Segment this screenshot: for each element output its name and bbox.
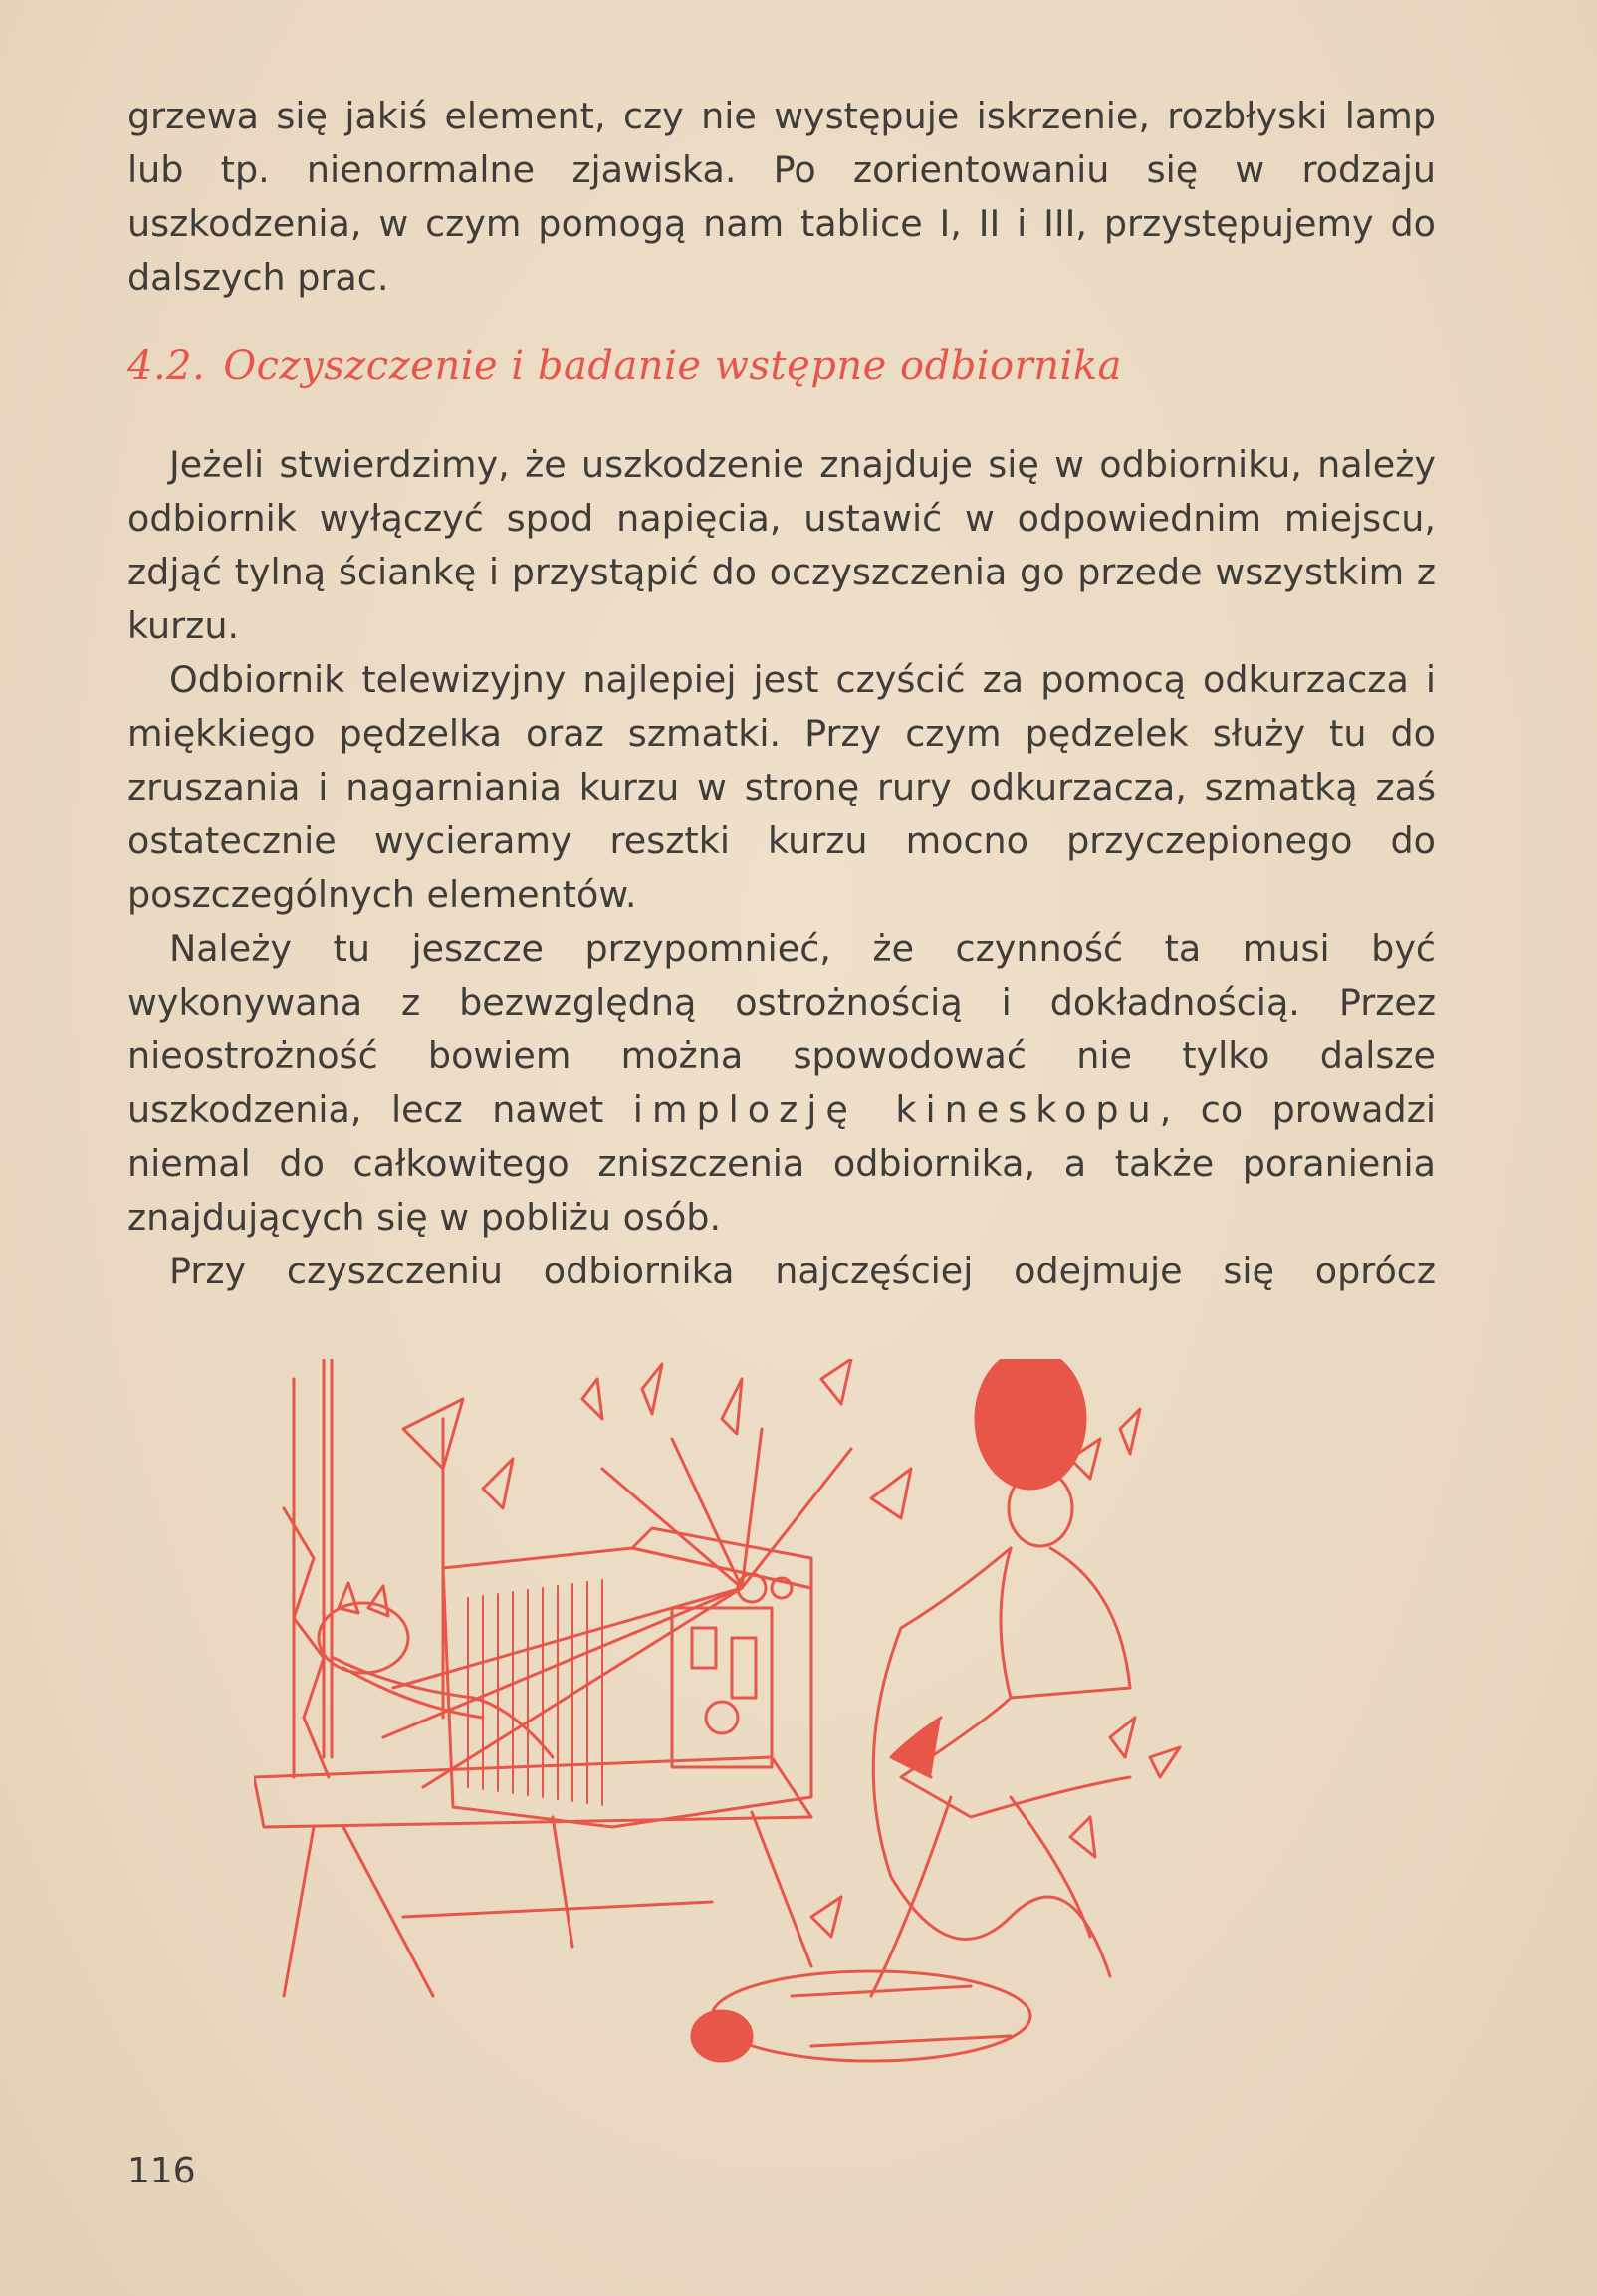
paragraph-3-end: , co prowadzi niemal do całkowitego zniszczenia odbiornika, a także poranienia znajdujących się w pobliżu osób. xyxy=(127,1088,1436,1239)
emphasized-phrase: implozję kineskopu xyxy=(632,1088,1160,1131)
paragraph-1: Jeżeli stwierdzimy, że uszkodzenie znajduje się w odbiorniku, należy odbiornik wyłączyć spod napięcia, ustawić w odpowiednim miejscu, zdjąć tylną ściankę i przystąpić do oczyszczenia go przede wszystkim z kurzu. xyxy=(127,443,1436,647)
continued-paragraph xyxy=(127,90,1436,305)
section-title: Oczyszczenie i badanie wstępne odbiornika xyxy=(223,344,1122,389)
section-heading xyxy=(127,344,1436,389)
body-text xyxy=(127,438,1436,1298)
paragraph-3-start: Należy tu jeszcze przypomnieć, że czynność ta musi być wykonywana z bezwzględną ostrożnością i dokładnością. Przez nieostrożność bowiem można spowodować nie tylko dalsze uszkodzenia, lecz nawet xyxy=(127,927,1436,1131)
paragraph-4: Przy czyszczeniu odbiornika najczęściej odejmuje się oprócz xyxy=(169,1250,1436,1292)
paragraph-2: Odbiornik telewizyjny najlepiej jest czyścić za pomocą odkurzacza i miękkiego pędzelka oraz szmatki. Przy czym pędzelek służy tu do zruszania i nagarniania kurzu w stronę rury odkurzacza, szmatką zaś ostatecznie wycieramy resztki kurzu mocno przyczepionego do poszczególnych elementów. xyxy=(127,658,1436,916)
paragraph-3 xyxy=(127,922,1436,1245)
paragraph-continued: grzewa się jakiś element, czy nie występuje iskrzenie, rozbłyski lamp lub tp. nienormalne zjawiska. Po zorientowaniu się w rodzaju uszkodzenia, w czym pomogą nam tablice I, II i III, przystępujemy do dalszych prac. xyxy=(127,95,1436,299)
page-number: 116 xyxy=(127,2151,196,2191)
implosion-illustration xyxy=(254,1359,1309,2096)
section-number: 4.2. xyxy=(127,344,206,389)
